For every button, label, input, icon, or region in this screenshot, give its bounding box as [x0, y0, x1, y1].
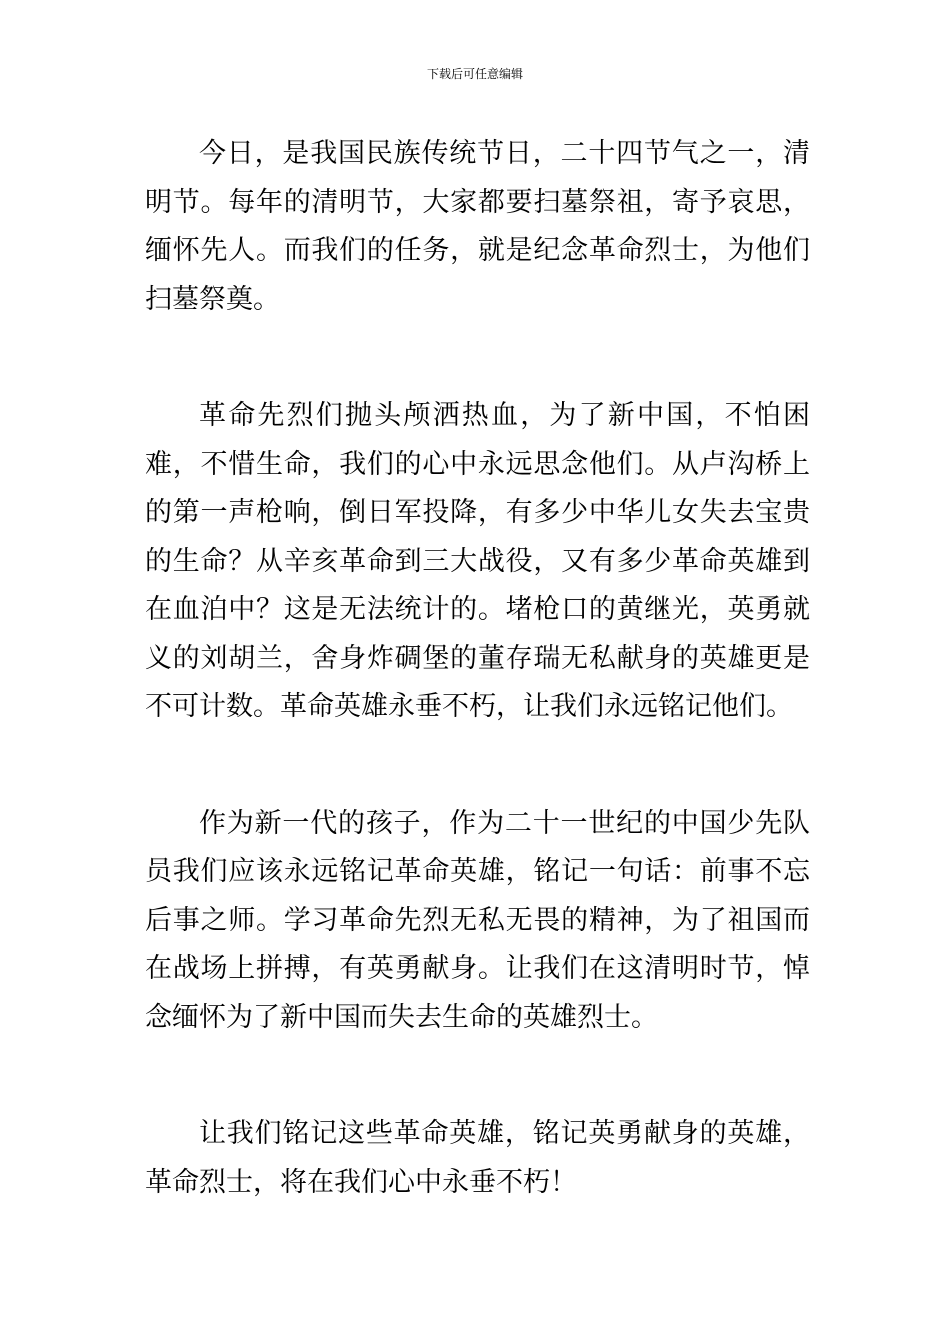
paragraph-1: 今日，是我国民族传统节日，二十四节气之一，清明节。每年的清明节，大家都要扫墓祭祖，寄予哀思，缅怀先人。而我们的任务，就是纪念革命烈士，为他们扫墓祭奠。 [145, 138, 810, 315]
paragraph-3: 作为新一代的孩子，作为二十一世纪的中国少先队员我们应该永远铭记革命英雄，铭记一句话：前事不忘后事之师。学习革命先烈无私无畏的精神，为了祖国而在战场上拼搏，有英勇献身。让我们在这清明时节，悼念缅怀为了新中国而失去生命的英雄烈士。 [145, 807, 810, 1033]
document-body [145, 130, 810, 1207]
paragraph-2: 革命先烈们抛头颅洒热血，为了新中国，不怕困难，不惜生命，我们的心中永远思念他们。从卢沟桥上的第一声枪响，倒日军投降，有多少中华儿女失去宝贵的生命？从辛亥革命到三大战役，又有多少革命英雄到在血泊中？这是无法统计的。堵枪口的黄继光，英勇就义的刘胡兰，舍身炸碉堡的董存瑞无私献身的英雄更是不可计数。革命英雄永垂不朽，让我们永远铭记他们。 [145, 400, 810, 722]
paragraph-spacer [145, 732, 810, 800]
paragraph-spacer [145, 1042, 810, 1110]
paragraph-spacer [145, 324, 810, 392]
page-header: 下载后可任意编辑 [426, 67, 523, 81]
paragraph-4: 让我们铭记这些革命英雄，铭记英勇献身的英雄，革命烈士，将在我们心中永垂不朽！ [145, 1118, 810, 1198]
